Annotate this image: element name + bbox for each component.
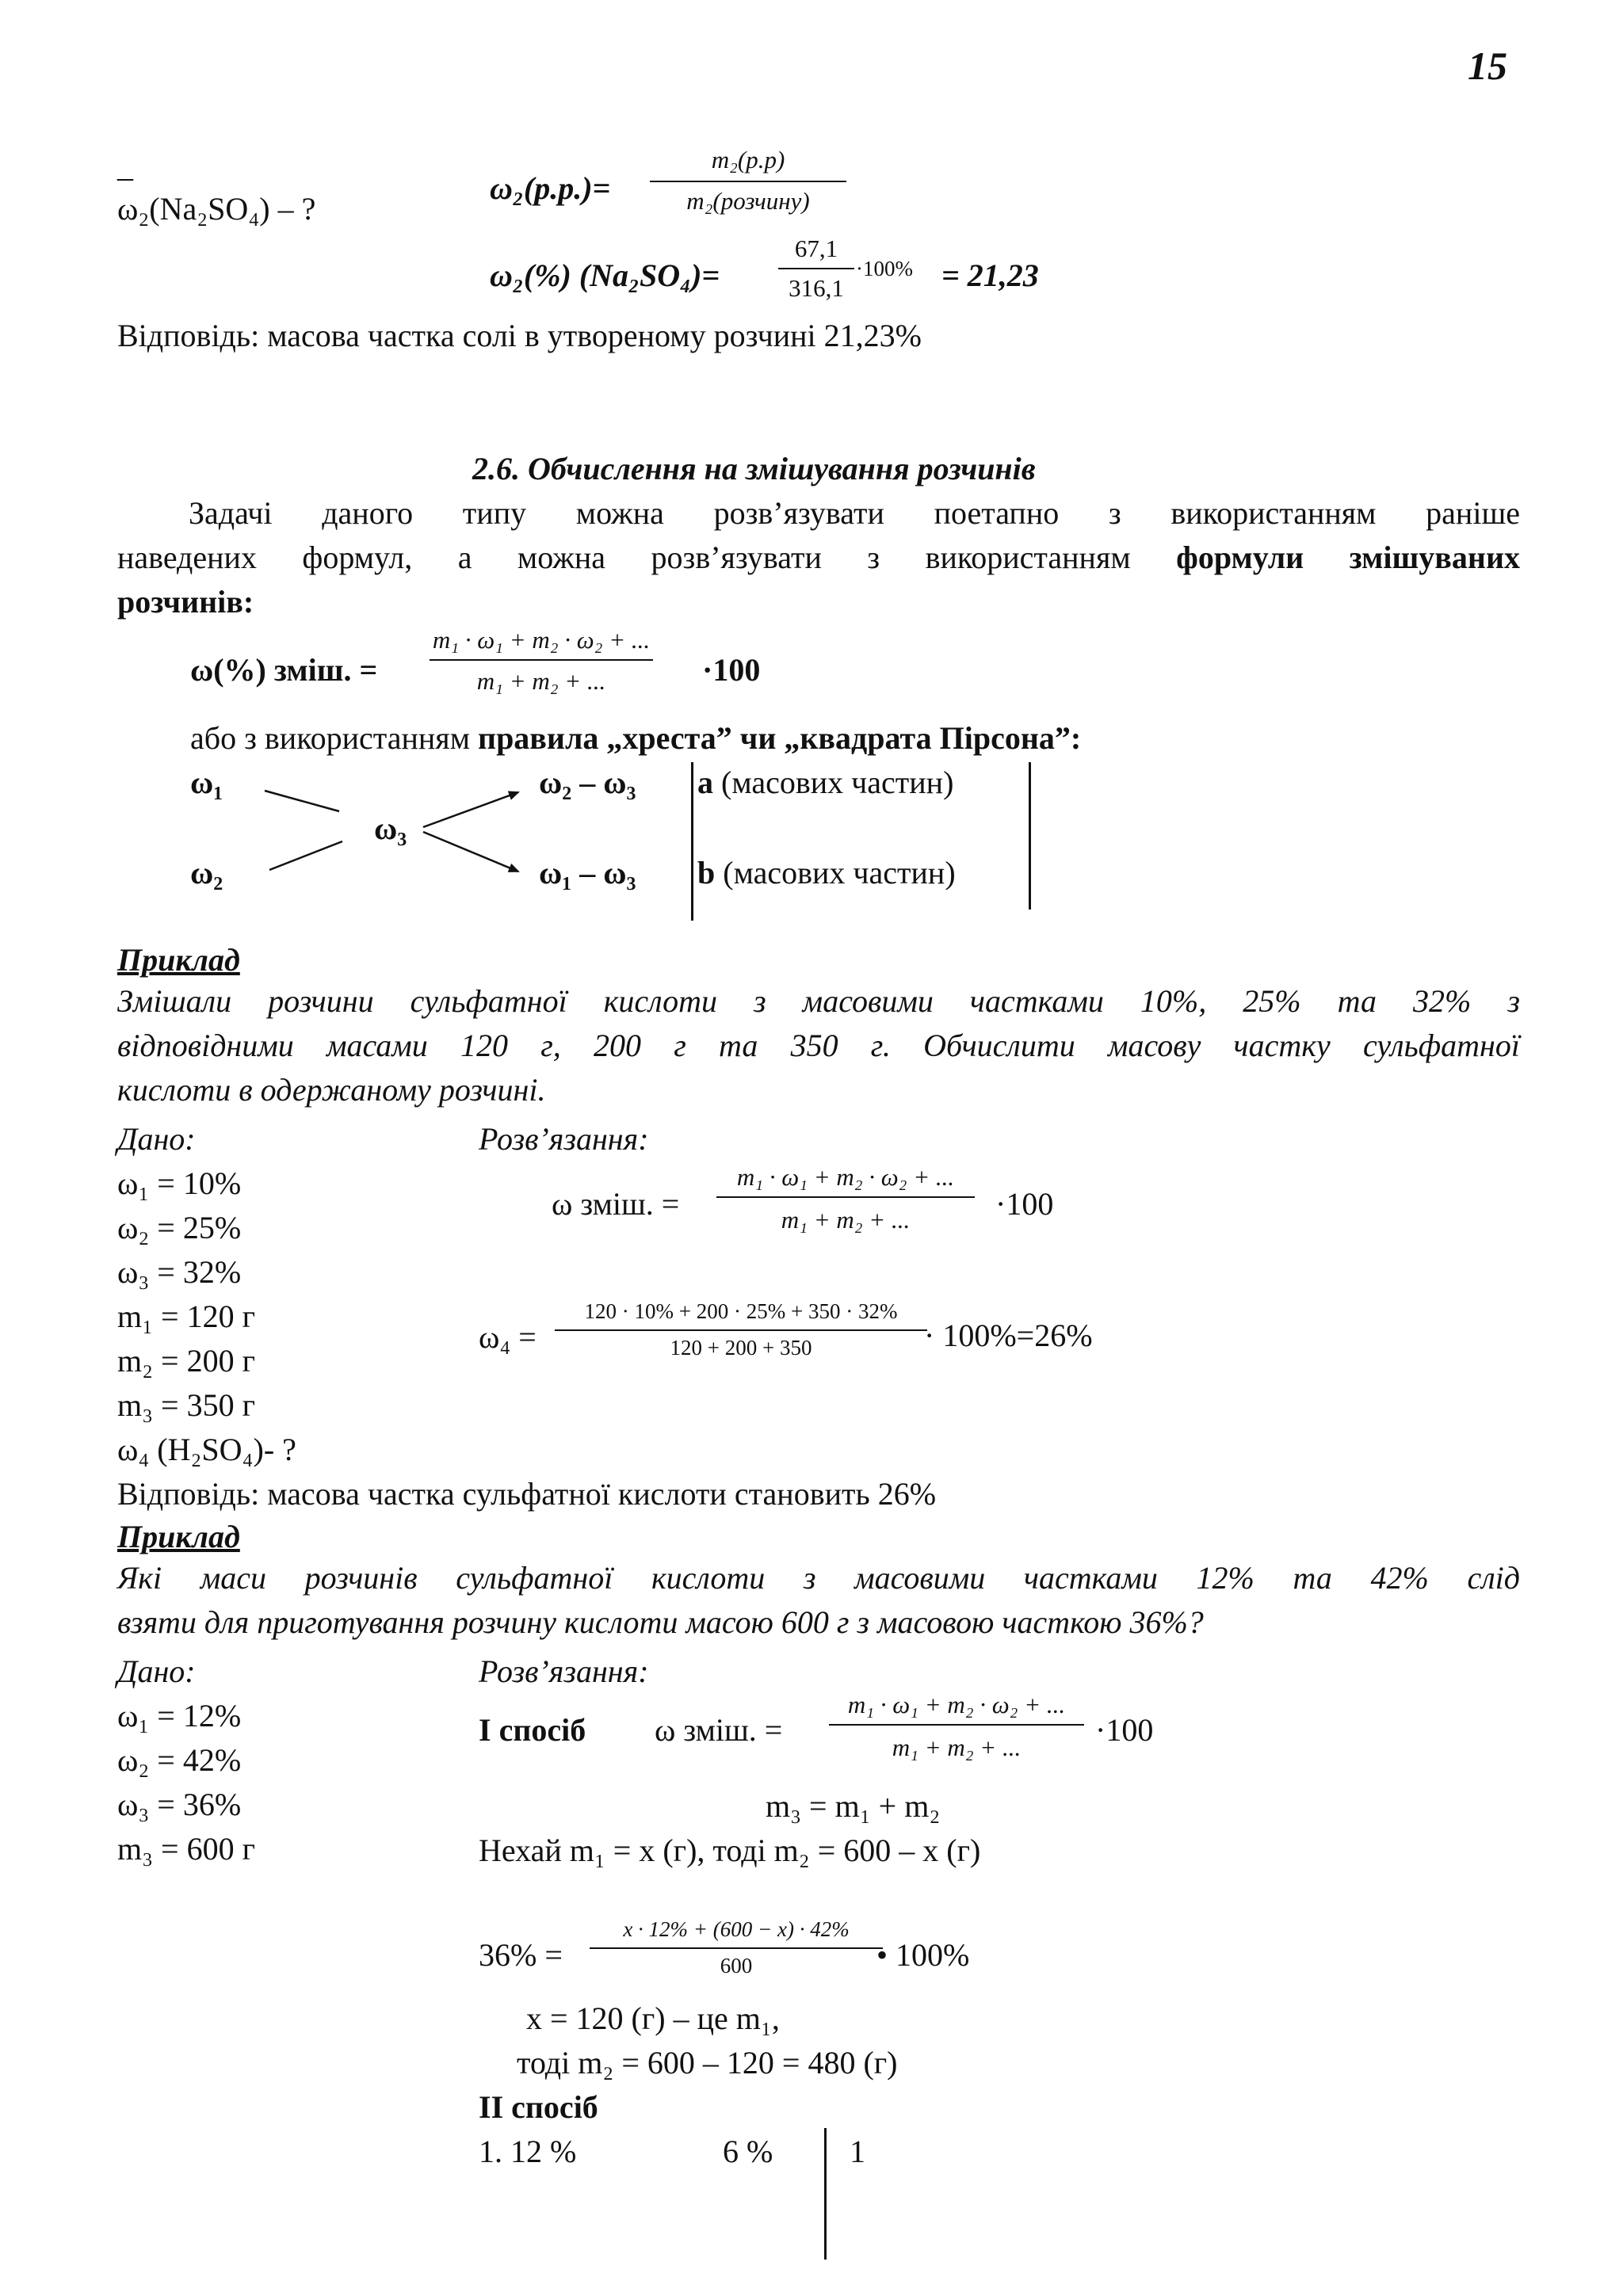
cross-w3: ω₃: [374, 810, 407, 846]
formula2-fraction: [778, 235, 854, 309]
ex1-f1-denominator: m₁ + m₂ + ...: [781, 1206, 911, 1234]
ex2-f1-numerator: m₁ · ω₁ + m₂ · ω₂ + ...: [847, 1691, 1066, 1718]
intro-line-2: [117, 536, 1520, 580]
ex2-row1-percent: 1. 12 %: [479, 2134, 577, 2169]
cross-top-result: [697, 767, 953, 799]
formula2-result: = 21,23: [941, 257, 1039, 293]
example1-solution-label: Розв’язання:: [479, 1121, 649, 1157]
ex2-method2: ІІ спосіб: [479, 2089, 598, 2125]
fraction-bar: [778, 268, 854, 269]
ex2-then-line: тоді m₂ = 600 – 120 = 480 (г): [517, 2045, 898, 2081]
ex1-given-w4: ω₄ (H₂SO₄)- ?: [117, 1432, 296, 1467]
fraction-bar: [829, 1724, 1084, 1726]
ex1-given-m2: m₂ = 200 г: [117, 1343, 256, 1379]
ex2-method1: І спосіб: [479, 1712, 586, 1748]
ex2-f1-denominator: m₁ + m₂ + ...: [892, 1733, 1022, 1761]
example2-solution-label: Розв’язання:: [479, 1653, 649, 1689]
intro-paragraph: [117, 491, 1520, 624]
cross-arrow-top: [423, 792, 518, 827]
mix-formula-lhs: ω(%) зміш. =: [190, 652, 378, 688]
formula1-lhs: ω₂(р.р.)=: [490, 170, 611, 206]
ex1-given-m1: m₁ = 120 г: [117, 1299, 256, 1334]
example1-line-3: кислоти в одержаному розчині.: [117, 1072, 546, 1108]
formula1-fraction: [650, 143, 846, 222]
cross-top-expr: ω₂ – ω₃: [539, 765, 636, 800]
formula1-denominator: m₂(розчину): [686, 187, 810, 215]
ex1-f1-fraction: [716, 1160, 975, 1239]
cross-bottom-result: [697, 857, 956, 889]
ex1-f2-lhs: ω₄ =: [479, 1319, 537, 1355]
ex1-f2-numerator: 120 · 10% + 200 · 25% + 350 · 32%: [584, 1299, 898, 1323]
ex1-f2-fraction: [555, 1296, 927, 1371]
ex1-f2-mult: · 100%=26%: [924, 1318, 1093, 1353]
ex2-given-w2: ω₂ = 42%: [117, 1742, 242, 1778]
rule-line: [190, 720, 1082, 756]
fraction-bar: [555, 1329, 927, 1331]
example2-given-label: Дано:: [117, 1653, 196, 1689]
formula1-numerator: m₂(p.p): [711, 146, 785, 174]
letter-a: a: [697, 765, 713, 800]
page-number: 15: [1468, 44, 1507, 88]
ex2-given-w1: ω₁ = 12%: [117, 1698, 242, 1733]
rule-text: або з використанням: [190, 720, 479, 756]
unknown-w2: ω₂(Na₂SO₄) – ?: [117, 191, 316, 227]
ex2-f2-numerator: x · 12% + (600 − x) · 42%: [623, 1917, 850, 1941]
mix-formula-fraction: [430, 623, 653, 702]
ex2-row1-parts: 1: [850, 2134, 865, 2169]
example2-line-1: Які маси розчинів сульфатної кислоти з масовими частками 12% та 42% слід: [117, 1560, 1520, 1596]
intro-line-3: розчинів:: [117, 584, 254, 620]
ex2-f1-fraction: [829, 1688, 1084, 1767]
ex2-f2-fraction: [590, 1914, 883, 1989]
cross-arrows-svg: [254, 776, 539, 887]
fraction-bar: [430, 659, 653, 661]
example2-heading: Приклад: [117, 1519, 240, 1554]
example1-answer: Відповідь: масова частка сульфатної кислоти становить 26%: [117, 1476, 937, 1512]
ex1-f1-lhs: ω зміш. =: [552, 1186, 680, 1222]
ex2-f2-mult: • 100%: [876, 1937, 970, 1973]
ex2-f1-lhs: ω зміш. =: [655, 1712, 783, 1748]
cross-line-top-left: [265, 791, 339, 811]
intro-line-2-text: наведених формул, а можна розв’язувати з використанням: [117, 540, 1177, 575]
intro-line-1: Задачі даного типу можна розв’язувати поетапно з використанням раніше: [189, 495, 1520, 531]
mass-parts-b: (масових частин): [715, 855, 956, 891]
ex2-x-line: x = 120 (г) – це m₁,: [526, 2000, 780, 2036]
example1-line-1: Змішали розчини сульфатної кислоти з масовими частками 10%, 25% та 32% з: [117, 983, 1520, 1019]
cross-divider-right: [1029, 762, 1031, 910]
ex1-f2-denominator: 120 + 200 + 350: [670, 1336, 812, 1360]
ex1-given-w2: ω₂ = 25%: [117, 1210, 242, 1245]
ex1-given-m3: m₃ = 350 г: [117, 1387, 256, 1423]
ex2-divider: [824, 2128, 827, 2260]
ex2-given-m3: m₃ = 600 г: [117, 1831, 256, 1867]
cross-line-bottom-left: [269, 841, 342, 870]
ex2-f1-mult: ·100: [1095, 1712, 1154, 1748]
rule-bold: правила „хреста” чи „квадрата Пірсона”:: [478, 720, 1082, 756]
formula2-lhs: ω₂(%) (Na₂SO₄)=: [490, 257, 720, 293]
fraction-bar: [650, 181, 846, 182]
ex2-row1-diff: 6 %: [723, 2134, 773, 2169]
section-title: 2.6. Обчислення на змішування розчинів: [472, 451, 1036, 486]
mass-parts-a: (масових частин): [713, 765, 954, 800]
example2-line-2: взяти для приготування розчину кислоти масою 600 г з масовою часткою 36%?: [117, 1604, 1204, 1640]
ex2-given-w3: ω₃ = 36%: [117, 1787, 242, 1822]
answer-1: Відповідь: масова частка солі в утвореному розчині 21,23%: [117, 318, 922, 353]
fraction-bar: [590, 1947, 883, 1949]
cross-w2: ω₂: [190, 855, 223, 891]
ex2-f2-denominator: 600: [720, 1954, 753, 1978]
example1-text: [117, 979, 1520, 1112]
ex1-given-w1: ω₁ = 10%: [117, 1165, 242, 1201]
cross-divider-left: [691, 762, 693, 921]
ex2-let-line: Нехай m₁ = x (г), тоді m₂ = 600 – x (г): [479, 1833, 981, 1868]
formula2-numerator: 67,1: [794, 235, 838, 262]
letter-b: b: [697, 855, 716, 891]
cross-bottom-expr: ω₁ – ω₃: [539, 855, 636, 891]
overbar-mark: _: [117, 148, 133, 184]
cross-arrow-bottom: [423, 832, 518, 871]
example1-given-label: Дано:: [117, 1121, 196, 1157]
fraction-bar: [716, 1196, 975, 1198]
formula2-mult: ·100%: [856, 257, 913, 280]
example1-heading: Приклад: [117, 942, 240, 978]
ex1-given-w3: ω₃ = 32%: [117, 1254, 242, 1290]
ex2-sum-line: m₃ = m₁ + m₂: [766, 1788, 941, 1824]
ex2-f2-lhs: 36% =: [479, 1937, 563, 1973]
ex1-f1-numerator: m₁ · ω₁ + m₂ · ω₂ + ...: [736, 1163, 955, 1191]
ex1-f1-mult: ·100: [995, 1186, 1054, 1222]
cross-w1: ω₁: [190, 765, 223, 800]
example2-text: [117, 1556, 1520, 1645]
mix-formula-mult: ·100: [702, 652, 761, 688]
intro-line-2-bold: формули змішуваних: [1176, 540, 1520, 575]
mix-numerator: m₁ · ω₁ + m₂ · ω₂ + ...: [432, 626, 651, 654]
example1-line-2: відповідними масами 120 г, 200 г та 350 г. Обчислити масову частку сульфатної: [117, 1028, 1520, 1063]
formula2-denominator: 316,1: [789, 274, 844, 302]
mix-denominator: m₁ + m₂ + ...: [476, 667, 606, 695]
